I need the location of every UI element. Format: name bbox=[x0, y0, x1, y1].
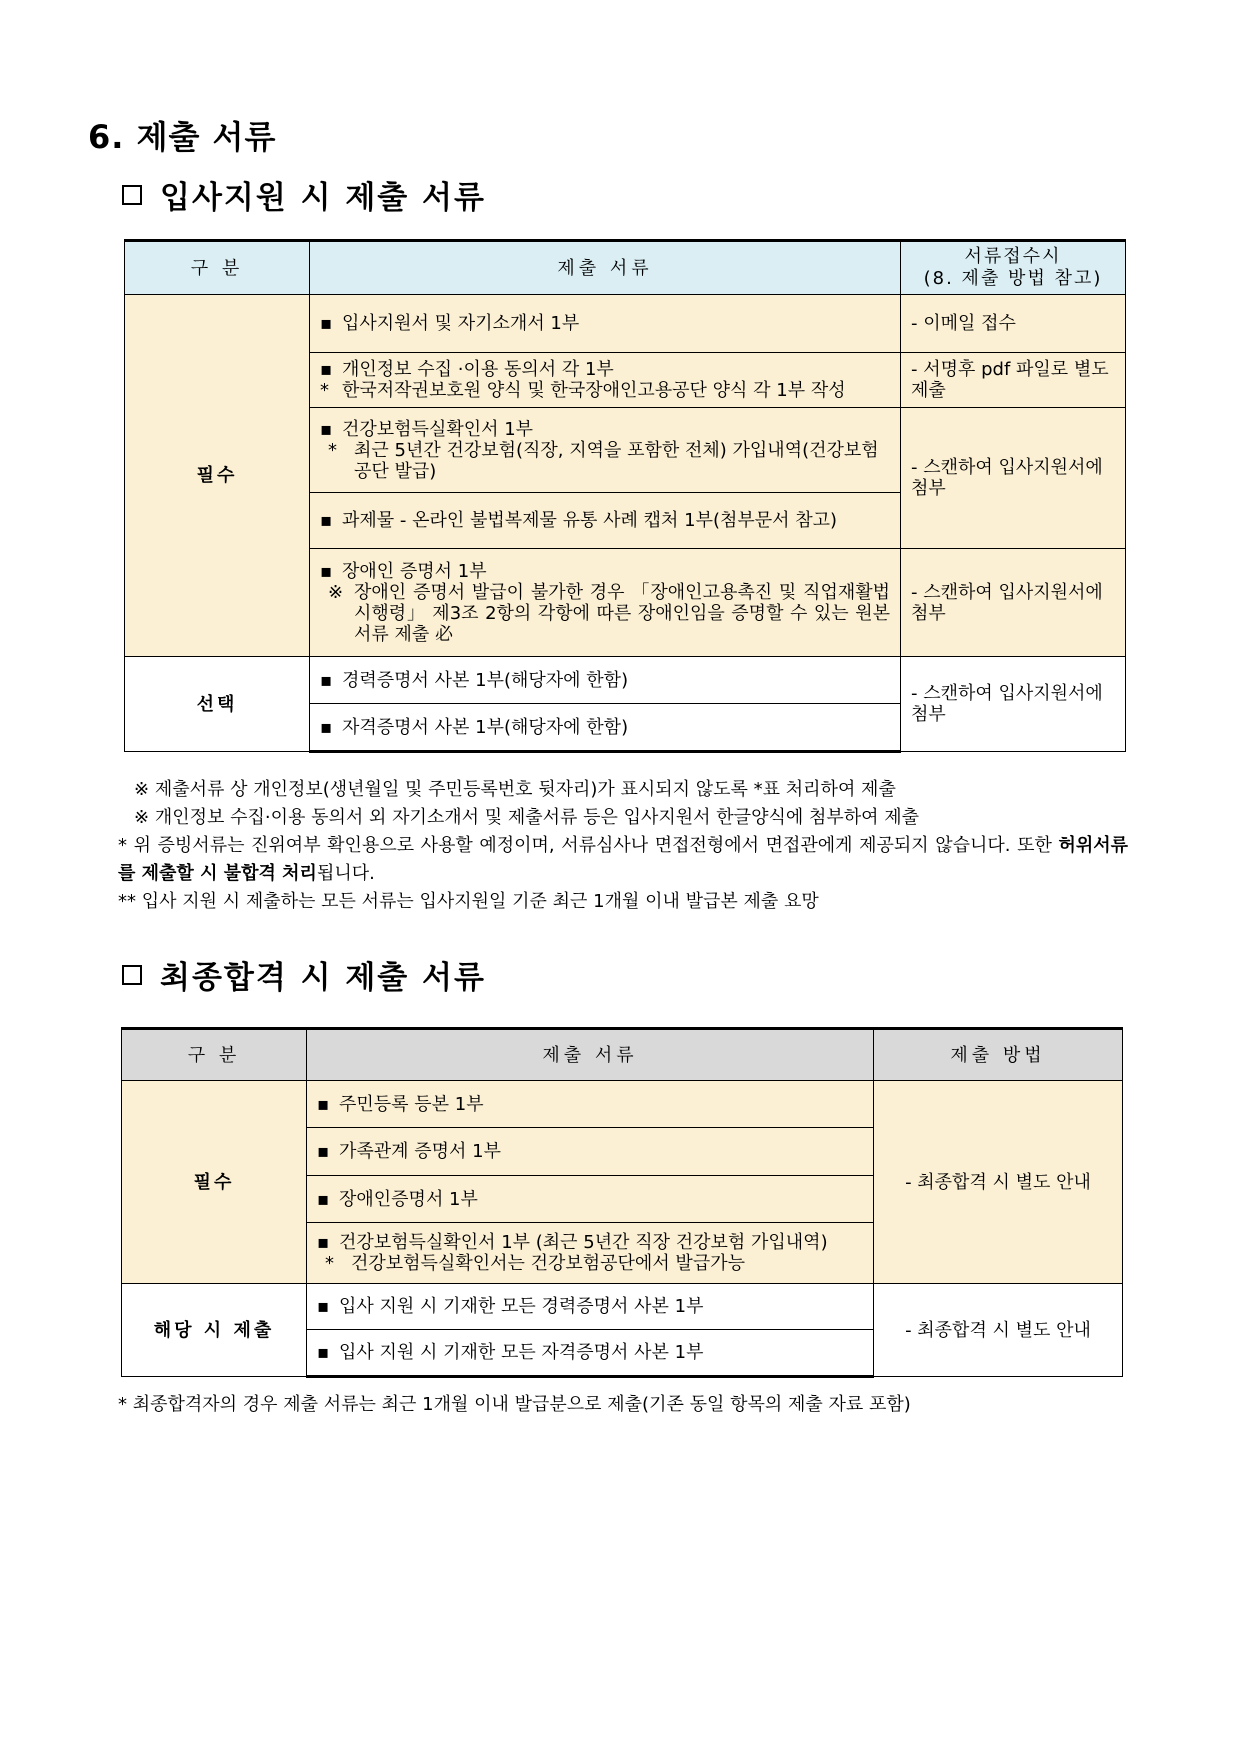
table-row bbox=[122, 1081, 1123, 1128]
category-optional: 선택 bbox=[125, 657, 310, 752]
header-category: 구 분 bbox=[122, 1029, 307, 1081]
documents-cell: ▪ 건강보험득실확인서 1부 (최근 5년간 직장 건강보험 가입내역) * 건강보험득실확인서는 건강보험공단에서 발급가능 bbox=[307, 1223, 874, 1284]
documents-cell: ▪ 입사 지원 시 기재한 모든 경력증명서 사본 1부 bbox=[307, 1284, 874, 1330]
table-row bbox=[125, 657, 1126, 704]
table-header-row bbox=[125, 241, 1126, 295]
checkbox-square-icon bbox=[122, 965, 142, 985]
documents-cell: ▪ 자격증명서 사본 1부(해당자에 한함) bbox=[310, 704, 901, 752]
subsection-title-application bbox=[122, 172, 486, 217]
method-cell: - 서명후 pdf 파일로 별도 제출 bbox=[901, 353, 1126, 408]
note-line: * 최종합격자의 경우 제출 서류는 최근 1개월 이내 발급분으로 제출(기존 동일 항목의 제출 자료 포함) bbox=[118, 1394, 911, 1415]
method-cell: - 최종합격 시 별도 안내 bbox=[874, 1284, 1123, 1377]
documents-cell: ▪ 건강보험득실확인서 1부 * 최근 5년간 건강보험(직장, 지역을 포함한 전체) 가입내역(건강보험 공단 발급) bbox=[310, 408, 901, 493]
final-documents-table bbox=[121, 1027, 1123, 1378]
subsection-title-text: 최종합격 시 제출 서류 bbox=[160, 960, 486, 996]
final-notes bbox=[118, 1391, 1128, 1419]
warning-text: 허위서류를 제출할 시 불합격 처리 bbox=[118, 835, 1128, 884]
note-line: ※ 제출서류 상 개인정보(생년월일 및 주민등록번호 뒷자리)가 표시되지 않도록 *표 처리하여 제출 bbox=[134, 779, 896, 800]
note-line: * 위 증빙서류는 진위여부 확인용으로 사용할 예정이며, 서류심사나 면접전형에서 면접관에게 제공되지 않습니다. 또한 허위서류를 제출할 시 불합격 처리됩니다. bbox=[118, 835, 1128, 884]
documents-cell: ▪ 주민등록 등본 1부 bbox=[307, 1081, 874, 1128]
documents-cell: ▪ 가족관계 증명서 1부 bbox=[307, 1128, 874, 1176]
header-method: 제출 방법 bbox=[874, 1029, 1123, 1081]
section-title: 6. 제출 서류 bbox=[88, 118, 277, 156]
documents-cell: ▪ 경력증명서 사본 1부(해당자에 한함) bbox=[310, 657, 901, 704]
method-cell: - 스캔하여 입사지원서에 첨부 bbox=[901, 408, 1126, 549]
documents-cell: ▪ 과제물 - 온라인 불법복제물 유통 사례 캡처 1부(첨부문서 참고) bbox=[310, 493, 901, 549]
method-cell: - 최종합격 시 별도 안내 bbox=[874, 1081, 1123, 1284]
note-line: ※ 개인정보 수집·이용 동의서 외 자기소개서 및 제출서류 등은 입사지원서 한글양식에 첨부하여 제출 bbox=[134, 807, 920, 828]
documents-cell: ▪ 개인정보 수집 ·이용 동의서 각 1부 * 한국저작권보호원 양식 및 한국장애인고용공단 양식 각 1부 작성 bbox=[310, 353, 901, 408]
documents-cell: ▪ 장애인증명서 1부 bbox=[307, 1176, 874, 1223]
subsection-title-text: 입사지원 시 제출 서류 bbox=[160, 180, 486, 216]
header-documents: 제출 서류 bbox=[310, 241, 901, 295]
table-row bbox=[125, 295, 1126, 353]
header-category: 구 분 bbox=[125, 241, 310, 295]
header-method: 서류접수시 (8. 제출 방법 참고) bbox=[901, 241, 1126, 295]
application-documents-table bbox=[124, 239, 1126, 753]
note-line: ** 입사 지원 시 제출하는 모든 서류는 입사지원일 기준 최근 1개월 이내 발급본 제출 요망 bbox=[118, 891, 819, 912]
method-cell: - 스캔하여 입사지원서에 첨부 bbox=[901, 657, 1126, 752]
method-cell: - 이메일 접수 bbox=[901, 295, 1126, 353]
checkbox-square-icon bbox=[122, 185, 142, 205]
documents-cell: ▪ 입사지원서 및 자기소개서 1부 bbox=[310, 295, 901, 353]
header-documents: 제출 서류 bbox=[307, 1029, 874, 1081]
documents-cell: ▪ 장애인 증명서 1부 ※ 장애인 증명서 발급이 불가한 경우 「장애인고용촉진 및 직업재활법 시행령」 제3조 2항의 각항에 따른 장애인임을 증명할 수 있는 원본 서류 제출 必 bbox=[310, 549, 901, 657]
category-required: 필수 bbox=[125, 295, 310, 657]
subsection-title-final bbox=[122, 952, 486, 997]
category-required: 필수 bbox=[122, 1081, 307, 1284]
table-row bbox=[122, 1284, 1123, 1330]
application-notes bbox=[118, 776, 1128, 916]
table-header-row bbox=[122, 1029, 1123, 1081]
documents-cell: ▪ 입사 지원 시 기재한 모든 자격증명서 사본 1부 bbox=[307, 1330, 874, 1377]
method-cell: - 스캔하여 입사지원서에 첨부 bbox=[901, 549, 1126, 657]
category-conditional: 해당 시 제출 bbox=[122, 1284, 307, 1377]
